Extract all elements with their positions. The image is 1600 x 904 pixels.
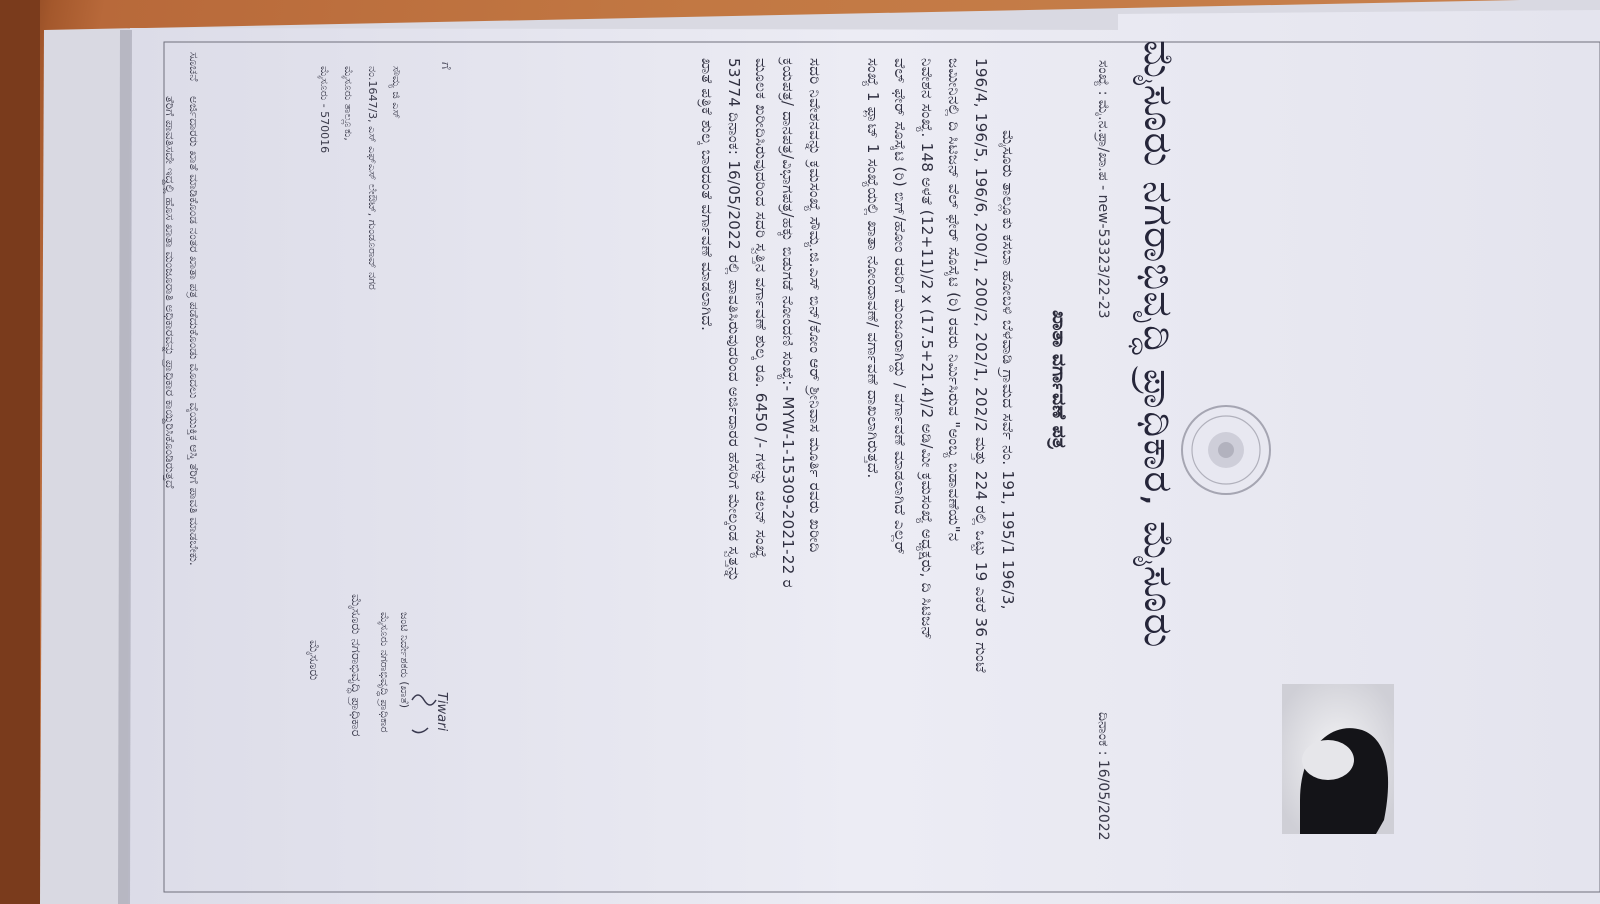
body-line-7: ಸದರಿ ನಿವೇಶನವನ್ನು ಕ್ರಮಸಂಖ್ಯೆ ಸೌಮ್ಯ.ಜಿ.ಎಸ್ ಬಿನ್/ಕೋಂ ಆರ್ ಶ್ರೀನಿವಾಸ ಮೂರ್ತಿ ರವರು ಖರೀದಿ xyxy=(806,58,824,553)
document-date: ದಿನಾಂಕ : 16/05/2022 xyxy=(1095,712,1111,841)
body-line-4: ನಿವೇಶನ ಸಂಖ್ಯೆ. 148 ಅಳತೆ (12+11)/2 x (17.5+21.4)/2 ಅಡಿ/ಮೀ ಕ್ರಮಸಂಖ್ಯೆ ಅಧ್ಯಕ್ಷರು, ದಿ ಸಿಟಿಜನ್ xyxy=(918,58,936,641)
body-line-9: ಮೂಲಕ ಖರೀದಿಸಿರುವುದರಿಂದ ಸದರಿ ಸ್ವತ್ತಿನ ವರ್ಗಾವಣೆ ಶುಲ್ಕ ರೂ. 6450 /- ಗಳನ್ನು ಚಲನ್ ಸಂಖ್ಯೆ xyxy=(752,58,770,559)
reference-number: ಸಂಖ್ಯೆ : ಮೈ.ನ.ಪ್ರಾ/ಖಾ.ಪ - new-53323/22-23 xyxy=(1095,60,1111,319)
recipient-to: ಗೆ xyxy=(438,62,453,70)
signatory-line-1: ಮೈಸೂರು ನಗರಾಭಿವೃದ್ಧಿ ಪ್ರಾಧಿಕಾರ xyxy=(348,594,363,737)
recipient-line-1: ಸೌಮ್ಯ ಜಿ ಎಸ್ xyxy=(390,66,403,119)
footer-label: ಸೂಚನೆ xyxy=(187,52,201,82)
document-subtitle: ಖಾತಾ ವರ್ಗಾವಣೆ ಪತ್ರ xyxy=(1048,310,1070,449)
footer-line-1: ಅರ್ಜಿದಾರರು ಖಾತೆ ಮಾಡಿಕೊಂಡ ನಂತರ ಖಾತಾ ಪತ್ರ ಪಡೆದುಕೊಂಡು ಮೊದಲು ವೈಯುಕ್ತಿಕ ಆಸ್ತಿ ತೆರಿಗೆ ಪಾವತಿ ಮಾಡಬೇಕು. xyxy=(187,96,201,566)
recipient-line-2: ನಂ.1647/3, ಎಸ್ ಎಫ್ಎಸ್ ಲೇಔಟ್, ಗುಂಡೂರಾವ್ ನಗರ xyxy=(366,66,379,290)
footer-line-2: ತೆರಿಗೆ ಪಾವತಿಸದೇ ಇದ್ದಲ್ಲಿ ಹೊಸ ಖಾತಾ ಮಂಜೂರಾತಿ ಅಧಿಕಾರವನ್ನು ಪ್ರಾಧಿಕಾರ ಕಾಯ್ದಿರಿಸಿಕೊಂಡಿರುತ್ತದೆ xyxy=(163,96,177,489)
stamp-line-2: ಮೈಸೂರು ನಗರಾಭಿವೃದ್ಧಿ ಪ್ರಾಧಿಕಾರ xyxy=(378,612,391,733)
body-line-11: ಖಾತೆ ಪತ್ರಿಕೆ ಶುಲ್ಕ ಬಾರದಂತೆ ವರ್ಗಾವಣೆ ಮಾಡಲಾಗಿದೆ. xyxy=(698,58,716,332)
signatory-line-2: ಮೈಸೂರು xyxy=(306,640,321,681)
body-line-6: ಸಂಖ್ಯೆ 1 ಫ್ಲಾಟ್ 1 ಸಂಖ್ಯೆಯಲ್ಲಿ ಖಾತಾ ನೋಂದಾವಣೆ/ ವರ್ಗಾವಣೆ ದಾಖಲಾಗಿರುತ್ತದೆ. xyxy=(864,58,882,479)
body-line-8: ಕ್ರಯಪತ್ರ/ ದಾನಪತ್ರ/ವಿಭಾಗಪತ್ರ/ಹಕ್ಕು ಬಿಡುಗಡೆ ನೋಂದಣಿ ಸಂಖ್ಯೆ:- MYW-1-15309-2021-22 ರ xyxy=(779,58,797,588)
handwritten-signature: Tiwari xyxy=(434,692,449,732)
body-line-5: ವೆಲ್ ಫೇರ್ ಸೊಸೈಟಿ (ರಿ) ಬಿಗ್/ಹೋಂ ರವರಿಗೆ ಮಂಜೂರಾಗಿದ್ದು / ವರ್ಗಾವಣೆ ಮಾಡಲಾಗಿದೆ ಎಲ್ಲರ್ xyxy=(891,58,909,555)
body-line-10: 53774 ದಿನಾಂಕ: 16/05/2022 ರಲ್ಲಿ ಪಾವತಿಸಿರುವುದರಿಂದ ಅರ್ಜಿದಾರರ ಹೆಸರಿಗೆ ಮೇಲ್ಕಂಡ ಸ್ವತ್ತನ್ನು xyxy=(725,58,743,583)
body-line-2: 196/4, 196/5, 196/6, 200/1, 200/2, 202/1, 202/2 ಮತ್ತು 224 ರಲ್ಲಿ ಒಟ್ಟು 19 ಎಕರೆ 36 ಗುಂಟೆ xyxy=(972,58,990,673)
recipient-line-3: ಮೈಸೂರು ತಾಲ್ಲೂಕು, xyxy=(342,66,355,141)
body-line-1: ಮೈಸೂರು ತಾಲ್ಲೂಕು ಕಸಬಾ ಹೋಬಳಿ ಬೆಳವಾಡಿ ಗ್ರಾಮದ ಸರ್ವೆ ನಂ. 191, 195/1 196/3, xyxy=(999,130,1017,610)
stamp-line-1: ಜಂಟಿ ನಿರ್ದೇಶಕರು (ಖಾತೆ) xyxy=(398,612,411,709)
document-title: ಮೈಸೂರು ನಗರಾಭಿವೃದ್ಧಿ ಪ್ರಾಧಿಕಾರ, ಮೈಸೂರು xyxy=(1135,40,1181,649)
recipient-line-4: ಮೈಸೂರು - 570016 xyxy=(318,66,331,154)
body-line-3: ಜಮೀನಿನಲ್ಲಿ ದಿ ಸಿಟಿಜನ್ ವೆಲ್ ಫೇರ್ ಸೊಸೈಟಿ (ರಿ) ರವರು ನಿರ್ಮಿಸಿರುವ "ಅಂಬ್ಯ ಬಡಾವಣೆಯ"ನ xyxy=(945,58,963,542)
